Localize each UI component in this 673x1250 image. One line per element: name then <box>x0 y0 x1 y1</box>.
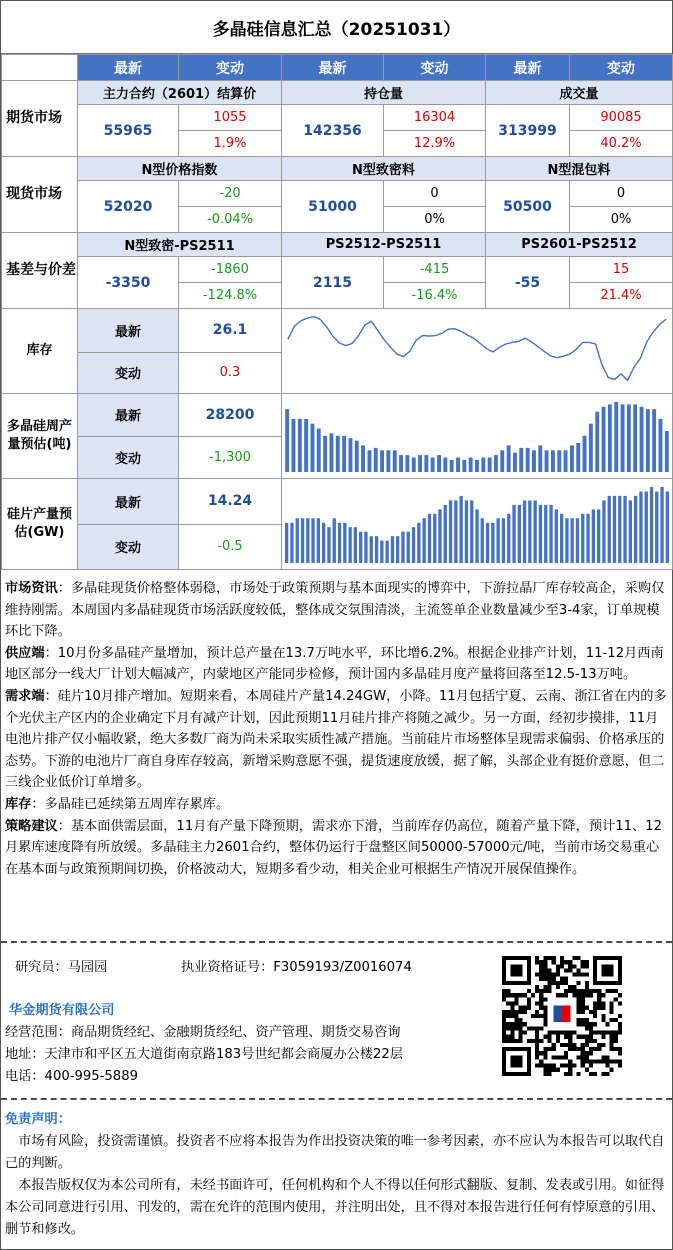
group-name: 主力合约（2601）结算价 <box>78 81 282 105</box>
chart-bar <box>491 523 494 563</box>
chart-bar <box>465 500 468 563</box>
chart-bar <box>327 527 330 563</box>
latest-value: 28200 <box>179 394 282 437</box>
chart-bar <box>526 448 530 472</box>
chart-bar <box>500 450 504 472</box>
page-title: 多晶硅信息汇总（20251031） <box>1 1 672 54</box>
chart-bar <box>306 518 309 563</box>
chart-bar <box>301 518 304 563</box>
chart-bar <box>428 514 431 563</box>
chart-bar <box>304 419 308 472</box>
chart-bar <box>629 500 632 563</box>
chart-bar <box>418 455 422 472</box>
market-text: ：多晶硅现货价格整体弱稳，市场处于政策预期与基本面现实的博弈中，下游拉晶厂库存较高企，采购仅维持刚需。本周国内多晶硅现货市场活跃度较低，整体成交氛围清淡，主流签单企业数量减少至3-4家，订单规模环比下降。 <box>5 581 665 640</box>
inventory-series-line <box>288 317 666 381</box>
chart-bar <box>393 450 397 472</box>
chart-bar <box>512 505 515 563</box>
chart-bar <box>545 450 549 472</box>
chart-bar <box>523 500 526 563</box>
latest-value: 51000 <box>282 181 384 233</box>
chart-bar <box>417 523 420 563</box>
wafer-output-bar-chart <box>282 479 672 565</box>
inventory-label: 库存 <box>5 796 32 812</box>
demand-label: 需求端 <box>5 688 45 704</box>
chart-bar <box>374 448 378 472</box>
change-pct: 21.4% <box>570 283 673 309</box>
wafer-output-chart-cell <box>282 479 673 570</box>
chart-bar <box>655 492 658 564</box>
chart-bar <box>481 518 484 563</box>
chart-bar <box>532 450 536 472</box>
change-value: 16304 <box>384 105 486 131</box>
chart-bar <box>586 514 589 563</box>
chart-bar <box>513 453 517 472</box>
chart-bar <box>405 455 409 472</box>
chart-bar <box>519 448 523 472</box>
change-pct: 1.9% <box>179 131 282 157</box>
disclaimer <box>5 1109 669 1241</box>
group-name: 持仓量 <box>282 81 486 105</box>
chart-bar <box>564 450 568 472</box>
chart-bar <box>333 518 336 563</box>
chart-bar <box>614 402 618 472</box>
change-pct: 12.9% <box>384 131 486 157</box>
inventory-chart-cell <box>282 309 673 394</box>
chart-bar <box>470 500 473 563</box>
chart-bar <box>469 458 473 473</box>
chart-bar <box>639 492 642 564</box>
chart-bar <box>608 404 612 472</box>
header-change: 变动 <box>570 55 673 81</box>
chart-bar <box>338 523 341 563</box>
change-value: 0.3 <box>179 352 282 393</box>
summary-table <box>1 54 673 570</box>
chart-bar <box>342 436 346 472</box>
latest-value: 142356 <box>282 105 384 157</box>
latest-value: -55 <box>486 257 570 309</box>
change-value: -1,300 <box>179 436 282 479</box>
chart-bar <box>666 492 669 564</box>
chart-bar <box>539 505 542 563</box>
change-value: -20 <box>179 181 282 207</box>
poly-output-bar-chart <box>282 394 672 474</box>
divider <box>1 1098 672 1100</box>
latest-value: -3350 <box>78 257 179 309</box>
latest-label: 最新 <box>78 394 179 437</box>
chart-bar <box>544 505 547 563</box>
chart-bar <box>660 487 663 563</box>
chart-bar <box>296 518 299 563</box>
chart-bar <box>595 412 599 472</box>
change-pct: -16.4% <box>384 283 486 309</box>
change-value: -415 <box>384 257 486 283</box>
header-latest: 最新 <box>78 55 179 81</box>
section-poly-output: 多晶硅周产量预估(吨) <box>2 394 78 479</box>
change-pct: 0% <box>384 207 486 233</box>
change-value: 1055 <box>179 105 282 131</box>
chart-bar <box>534 500 537 563</box>
chart-bar <box>370 536 373 563</box>
group-name: 成交量 <box>486 81 673 105</box>
chart-bar <box>659 419 663 472</box>
chart-bar <box>576 443 580 472</box>
company-phone: 电话：400-995-5889 <box>5 1069 138 1084</box>
inventory-line-chart <box>282 309 672 389</box>
chart-bar <box>627 404 631 472</box>
chart-bar <box>391 536 394 563</box>
chart-bar <box>475 460 479 472</box>
chart-bar <box>317 518 320 563</box>
chart-bar <box>581 514 584 563</box>
chart-bar <box>412 527 415 563</box>
chart-bar <box>645 492 648 564</box>
chart-bar <box>650 487 653 563</box>
change-value: 0 <box>384 181 486 207</box>
chart-bar <box>311 424 315 472</box>
chart-bar <box>330 433 334 472</box>
chart-bar <box>323 436 327 472</box>
chart-bar <box>602 500 605 563</box>
chart-bar <box>555 509 558 563</box>
latest-value: 2115 <box>282 257 384 309</box>
chart-bar <box>399 455 403 472</box>
change-label: 变动 <box>78 352 179 393</box>
license-number: 执业资格证号：F3059193/Z0016074 <box>181 960 412 975</box>
change-value: 90085 <box>570 105 673 131</box>
chart-bar <box>285 523 288 563</box>
qr-code-icon <box>502 956 622 1076</box>
chart-bar <box>538 445 542 472</box>
chart-bar <box>608 496 611 563</box>
latest-value: 52020 <box>78 181 179 233</box>
chart-bar <box>652 409 656 472</box>
chart-bar <box>497 518 500 563</box>
chart-bar <box>380 541 383 563</box>
chart-bar <box>560 514 563 563</box>
chart-bar <box>355 441 359 472</box>
corner-cell <box>2 55 78 81</box>
chart-bar <box>431 458 435 473</box>
chart-bar <box>424 455 428 472</box>
chart-bar <box>311 518 314 563</box>
chart-bar <box>646 409 650 472</box>
chart-bar <box>462 460 466 472</box>
change-pct: -0.04% <box>179 207 282 233</box>
chart-bar <box>557 450 561 472</box>
chart-bar <box>551 450 555 472</box>
chart-bar <box>444 505 447 563</box>
inventory-text: ：多晶硅已延续第五周库存累库。 <box>31 796 230 812</box>
market-paragraph <box>5 578 669 643</box>
market-label: 市场资讯 <box>5 581 58 596</box>
strategy-text: ：基本面供需层面，11月有产量下降预期，需求亦下滑，当前库存仍高位，随着产量下降，预计11、12月累库速度降有所放缓。多晶硅主力2601合约，整体仍运行于盘整区间50000-57000元/吨，当前市场交易重心在基本面与政策预期间切换，价格波动大，短期多看少动，相关企业可根据生产情况开展保值操作。 <box>5 818 662 877</box>
chart-bar <box>454 500 457 563</box>
change-value: -0.5 <box>179 524 282 570</box>
chart-bar <box>368 450 372 472</box>
chart-bar <box>570 445 574 472</box>
chart-bar <box>602 407 606 472</box>
chart-bar <box>481 458 485 473</box>
chart-bar <box>528 500 531 563</box>
chart-bar <box>507 445 511 472</box>
company-name: 华金期货有限公司 <box>9 1003 115 1018</box>
chart-bar <box>475 509 478 563</box>
chart-bar <box>290 523 293 563</box>
change-value: 15 <box>570 257 673 283</box>
divider <box>1 941 672 943</box>
chart-bar <box>443 458 447 473</box>
group-name: N型价格指数 <box>78 157 282 181</box>
chart-bar <box>423 518 426 563</box>
disclaimer-p2: 本报告版权仅为本公司所有，未经书面许可，任何机构和个人不得以任何形式翻版、复制、发表或引用。如征得本公司同意进行引用、刊发的，需在允许的范围内使用，并注明出处，且不得对本报告进行任何有悖原意的引用、删节和修改。 <box>5 1178 665 1237</box>
demand-paragraph <box>5 686 669 794</box>
section-inventory: 库存 <box>2 309 78 394</box>
latest-label: 最新 <box>78 309 179 353</box>
chart-bar <box>507 514 510 563</box>
header-latest: 最新 <box>282 55 384 81</box>
chart-bar <box>589 424 593 472</box>
latest-value: 313999 <box>486 105 570 157</box>
chart-bar <box>592 509 595 563</box>
chart-bar <box>412 458 416 473</box>
chart-bar <box>494 455 498 472</box>
header-row <box>2 55 673 81</box>
chart-bar <box>438 509 441 563</box>
disclaimer-p1: 市场有风险，投资需谨慎。投资者不应将本报告为作出投资决策的唯一参考因素，亦不应认为本报告可以取代自己的判断。 <box>5 1134 665 1171</box>
strategy-label: 策略建议 <box>5 818 58 834</box>
chart-bar <box>618 496 621 563</box>
chart-bar <box>322 523 325 563</box>
chart-bar <box>343 523 346 563</box>
header-change: 变动 <box>179 55 282 81</box>
latest-value: 26.1 <box>179 309 282 353</box>
change-pct: -124.8% <box>179 283 282 309</box>
chart-bar <box>621 404 625 472</box>
company-address: 地址：天津市和平区五大道街南京路183号世纪都会商厦办公楼22层 <box>5 1047 404 1062</box>
chart-bar <box>349 438 353 472</box>
chart-bar <box>336 436 340 472</box>
change-pct: 0% <box>570 207 673 233</box>
demand-text: ：硅片10月排产增加。短期来看，本周硅片产量14.24GW，小降。11月包括宁夏、云南、浙江省在内的多个光伏主产区内的企业确定下月有减产计划，因此预期11月硅片排产将随之减少。另一方面，经初步摸排，11月电池片排产仅小幅收紧，绝大多数厂商为尚未采取实质性减产措施。当前硅片市场整体呈现需求偏弱、价格承压的态势。下游的电池片厂商自身库存较高，新增采购意愿不强，提货速度放缓，据了解，头部企业有挺价意愿，但二三线企业低价订单增多。 <box>5 688 667 791</box>
header-change: 变动 <box>384 55 486 81</box>
chart-bar <box>565 518 568 563</box>
chart-bar <box>571 518 574 563</box>
change-pct: 40.2% <box>570 131 673 157</box>
chart-bar <box>450 460 454 472</box>
chart-bar <box>488 458 492 473</box>
group-name: N型致密料 <box>282 157 486 181</box>
group-name: N型致密-PS2511 <box>78 233 282 257</box>
chart-bar <box>549 505 552 563</box>
chart-bar <box>433 514 436 563</box>
latest-value: 55965 <box>78 105 179 157</box>
chart-bar <box>349 527 352 563</box>
chart-bar <box>502 518 505 563</box>
chart-bar <box>576 518 579 563</box>
poly-output-chart-cell <box>282 394 673 479</box>
group-name: PS2512-PS2511 <box>282 233 486 257</box>
chart-bar <box>380 450 384 472</box>
disclaimer-title: 免责声明： <box>5 1112 71 1127</box>
group-name: PS2601-PS2512 <box>486 233 673 257</box>
chart-bar <box>386 450 390 472</box>
chart-bar <box>407 532 410 563</box>
supply-paragraph <box>5 643 669 686</box>
chart-bar <box>640 407 644 472</box>
business-scope: 经营范围：商品期货经纪、金融期货经纪、资产管理、期货交易咨询 <box>5 1025 401 1040</box>
group-name: N型混包料 <box>486 157 673 181</box>
chart-bar <box>613 496 616 563</box>
latest-value: 50500 <box>486 181 570 233</box>
supply-text: ：10月份多晶硅产量增加，预计总产量在13.7万吨水平，环比增6.2%。根据企业排产计划，11-12月西南地区部分一线大厂计划大幅减产，内蒙地区产能同步检修，预计国内多晶硅月度产量将回落至12.5-13万吨。 <box>5 645 664 683</box>
researcher: 研究员：马园园 <box>15 960 108 975</box>
change-value: 0 <box>570 181 673 207</box>
chart-bar <box>375 536 378 563</box>
strategy-paragraph <box>5 816 669 881</box>
chart-bar <box>396 536 399 563</box>
chart-bar <box>298 419 302 472</box>
chart-bar <box>364 532 367 563</box>
chart-bar <box>633 404 637 472</box>
chart-bar <box>486 523 489 563</box>
latest-label: 最新 <box>78 479 179 525</box>
chart-bar <box>449 500 452 563</box>
chart-bar <box>583 436 587 472</box>
chart-bar <box>401 532 404 563</box>
section-wafer-output: 硅片产量预估(GW) <box>2 479 78 570</box>
chart-bar <box>354 527 357 563</box>
section-basis: 基差与价差 <box>2 233 78 309</box>
inventory-paragraph <box>5 794 669 816</box>
chart-bar <box>665 431 669 472</box>
chart-bar <box>437 455 441 472</box>
latest-value: 14.24 <box>179 479 282 525</box>
change-label: 变动 <box>78 436 179 479</box>
chart-bar <box>456 458 460 473</box>
chart-bar <box>518 505 521 563</box>
chart-bar <box>317 429 321 472</box>
commentary <box>5 578 669 880</box>
chart-bar <box>285 409 289 472</box>
chart-bar <box>361 445 365 472</box>
section-spot: 现货市场 <box>2 157 78 233</box>
change-value: -1860 <box>179 257 282 283</box>
change-label: 变动 <box>78 524 179 570</box>
header-latest: 最新 <box>486 55 570 81</box>
chart-bar <box>597 509 600 563</box>
chart-bar <box>460 496 463 563</box>
chart-bar <box>359 532 362 563</box>
section-futures: 期货市场 <box>2 81 78 157</box>
supply-label: 供应端 <box>5 645 45 661</box>
chart-bar <box>634 496 637 563</box>
chart-bar <box>623 496 626 563</box>
chart-bar <box>292 419 296 472</box>
chart-bar <box>386 541 389 563</box>
